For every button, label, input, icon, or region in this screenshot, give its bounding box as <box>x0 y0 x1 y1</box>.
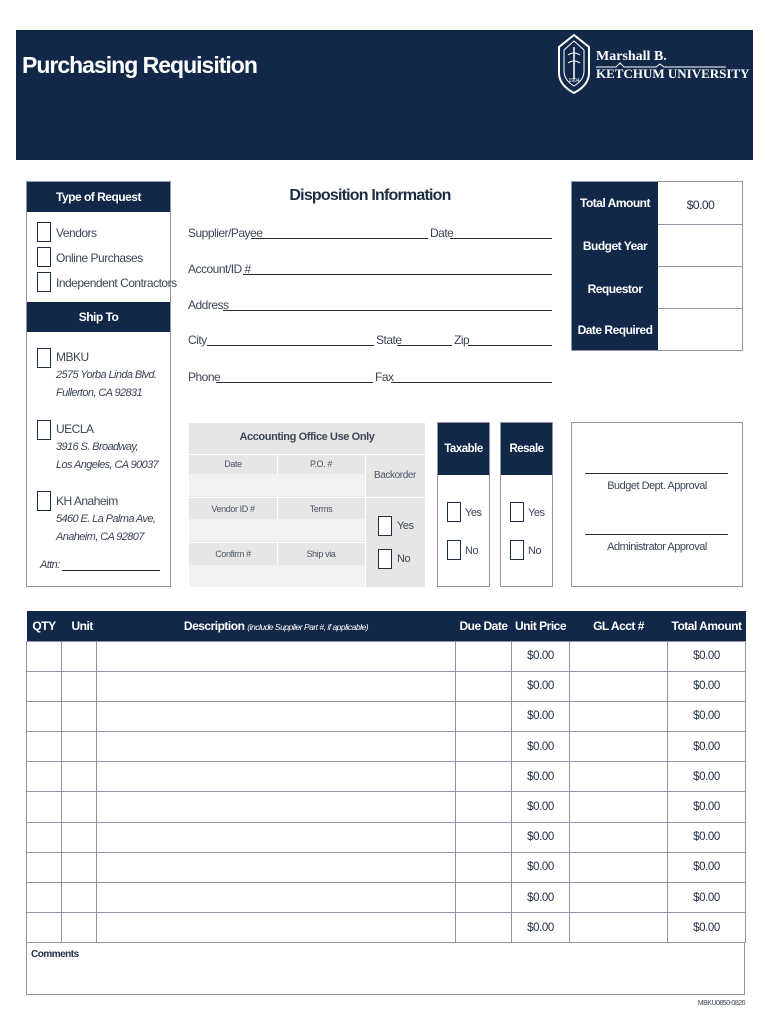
disposition-title: Disposition Information <box>289 187 451 204</box>
university-crest-icon <box>557 33 591 95</box>
table-row <box>27 883 746 913</box>
due-date-cell[interactable] <box>456 701 512 731</box>
vendor-id-label: Vendor ID # <box>211 504 255 514</box>
total-cell: $0.00 <box>668 822 746 852</box>
taxable-no-checkbox[interactable] <box>447 540 461 560</box>
form-code: MBKU0850-0820 <box>697 1000 745 1007</box>
ship-mbku-address1: 2575 Yorba Linda Blvd. <box>56 369 157 381</box>
backorder-label: Backorder <box>374 470 416 481</box>
table-row <box>27 671 746 701</box>
confirm-shipvia-fields[interactable] <box>189 565 365 587</box>
unit-cell[interactable] <box>62 883 97 913</box>
description-header-label: Description <box>183 618 245 633</box>
taxable-no-label: No <box>465 545 479 557</box>
due-date-cell[interactable] <box>456 762 512 792</box>
date-po-fields[interactable] <box>189 474 365 496</box>
total-cell: $0.00 <box>668 762 746 792</box>
table-row <box>27 762 746 792</box>
description-cell[interactable] <box>97 883 456 913</box>
unit-price-header: Unit Price <box>512 611 570 641</box>
description-cell[interactable] <box>97 701 456 731</box>
qty-cell[interactable] <box>27 671 62 701</box>
requestor-label: Requestor <box>587 282 643 296</box>
description-cell[interactable] <box>97 852 456 882</box>
ship-via-label: Ship via <box>306 549 336 559</box>
fax-field[interactable] <box>391 382 552 383</box>
ship-uecla-address1: 3916 S. Broadway, <box>56 441 138 453</box>
due-date-cell[interactable] <box>456 671 512 701</box>
gl-acct-cell[interactable] <box>570 671 668 701</box>
total-cell: $0.00 <box>668 671 746 701</box>
ship-kh-anaheim-checkbox[interactable] <box>37 491 51 511</box>
total-cell: $0.00 <box>668 792 746 822</box>
accounting-divider <box>365 497 425 498</box>
unit-price-cell: $0.00 <box>512 732 570 762</box>
qty-cell[interactable] <box>27 732 62 762</box>
gl-acct-cell[interactable] <box>570 701 668 731</box>
address-label: Address <box>188 298 229 312</box>
qty-cell[interactable] <box>27 641 62 671</box>
total-amount-header: Total Amount <box>668 611 746 641</box>
table-row <box>27 792 746 822</box>
summary-divider <box>658 266 743 267</box>
resale-no-label: No <box>528 545 542 557</box>
type-of-request-heading: Type of Request <box>27 182 170 212</box>
ship-uecla-checkbox[interactable] <box>37 420 51 440</box>
unit-price-cell: $0.00 <box>512 762 570 792</box>
ship-uecla-address2: Los Angeles, CA 90037 <box>56 459 159 471</box>
logo-year: 1904 <box>568 78 580 84</box>
city-field[interactable] <box>207 345 374 346</box>
unit-cell[interactable] <box>62 913 97 943</box>
description-cell[interactable] <box>97 822 456 852</box>
ship-kh-anaheim-name: KH Anaheim <box>56 494 118 508</box>
total-cell: $0.00 <box>668 641 746 671</box>
gl-acct-cell[interactable] <box>570 852 668 882</box>
unit-price-cell: $0.00 <box>512 792 570 822</box>
due-date-cell[interactable] <box>456 822 512 852</box>
ship-to-heading: Ship To <box>27 302 170 332</box>
backorder-yes-checkbox[interactable] <box>378 516 392 536</box>
unit-price-cell: $0.00 <box>512 883 570 913</box>
unit-cell[interactable] <box>62 671 97 701</box>
gl-acct-cell[interactable] <box>570 822 668 852</box>
items-header-row <box>27 611 746 641</box>
taxable-yes-checkbox[interactable] <box>447 502 461 522</box>
description-cell[interactable] <box>97 913 456 943</box>
qty-cell[interactable] <box>27 852 62 882</box>
independent-contractors-label: Independent Contractors <box>56 276 177 290</box>
qty-cell[interactable] <box>27 792 62 822</box>
qty-cell[interactable] <box>27 762 62 792</box>
unit-price-cell: $0.00 <box>512 913 570 943</box>
address-field[interactable] <box>223 310 552 311</box>
unit-cell[interactable] <box>62 701 97 731</box>
phone-label: Phone <box>188 370 221 384</box>
phone-field[interactable] <box>216 382 373 383</box>
terms-label: Terms <box>309 504 333 514</box>
budget-approval-signature-line[interactable] <box>585 473 728 474</box>
attn-label: Attn: <box>40 559 60 571</box>
vendor-terms-fields[interactable] <box>189 519 365 541</box>
total-cell: $0.00 <box>668 852 746 882</box>
unit-cell[interactable] <box>62 852 97 882</box>
items-table <box>26 611 746 943</box>
taxable-heading: Taxable <box>438 423 489 475</box>
due-date-cell[interactable] <box>456 792 512 822</box>
page-title: Purchasing Requisition <box>22 52 257 78</box>
gl-acct-cell[interactable] <box>570 732 668 762</box>
acc-date-label: Date <box>224 459 242 469</box>
table-row <box>27 641 746 671</box>
unit-price-cell: $0.00 <box>512 852 570 882</box>
unit-cell[interactable] <box>62 762 97 792</box>
ship-uecla-name: UECLA <box>56 422 94 436</box>
items-body <box>27 641 746 943</box>
unit-price-cell: $0.00 <box>512 822 570 852</box>
logo-name-line2: KETCHUM UNIVERSITY <box>596 66 750 81</box>
gl-acct-header: GL Acct # <box>570 611 668 641</box>
account-label: Account/ID # <box>188 262 251 276</box>
total-cell: $0.00 <box>668 732 746 762</box>
gl-acct-cell[interactable] <box>570 913 668 943</box>
budget-year-field[interactable] <box>660 226 741 264</box>
summary-divider <box>658 308 743 309</box>
gl-acct-cell[interactable] <box>570 641 668 671</box>
accounting-divider <box>189 454 425 455</box>
comments-label: Comments <box>31 949 79 960</box>
state-field[interactable] <box>397 345 452 346</box>
unit-price-cell: $0.00 <box>512 671 570 701</box>
unit-cell[interactable] <box>62 732 97 762</box>
total-amount-label: Total Amount <box>580 196 650 210</box>
gl-acct-cell[interactable] <box>570 762 668 792</box>
table-row <box>27 822 746 852</box>
requestor-field[interactable] <box>660 268 741 306</box>
accounting-divider <box>189 542 365 543</box>
description-cell[interactable] <box>97 641 456 671</box>
unit-price-cell: $0.00 <box>512 641 570 671</box>
total-cell: $0.00 <box>668 701 746 731</box>
unit-cell[interactable] <box>62 792 97 822</box>
administrator-approval-label: Administrator Approval <box>607 541 707 553</box>
unit-price-cell: $0.00 <box>512 701 570 731</box>
independent-contractors-checkbox[interactable] <box>37 272 51 292</box>
description-cell[interactable] <box>97 671 456 701</box>
date-required-label: Date Required <box>577 323 653 337</box>
due-date-cell[interactable] <box>456 913 512 943</box>
table-row <box>27 852 746 882</box>
resale-heading: Resale <box>501 423 552 475</box>
date-label: Date <box>430 226 454 240</box>
budget-approval-label: Budget Dept. Approval <box>607 480 707 492</box>
due-date-cell[interactable] <box>456 641 512 671</box>
state-label: State <box>376 333 402 347</box>
taxable-yes-label: Yes <box>465 507 482 519</box>
qty-cell[interactable] <box>27 701 62 731</box>
ship-mbku-address2: Fullerton, CA 92831 <box>56 387 143 399</box>
online-purchases-checkbox[interactable] <box>37 247 51 267</box>
unit-header: Unit <box>62 611 97 641</box>
logo-name-line1: Marshall B. <box>596 49 667 64</box>
ship-kh-anaheim-address2: Anaheim, CA 92807 <box>56 531 144 543</box>
logo-skyline-icon <box>596 62 726 68</box>
date-required-field[interactable] <box>660 310 741 348</box>
attn-field[interactable] <box>62 570 160 571</box>
description-header <box>97 611 456 641</box>
description-cell[interactable] <box>97 762 456 792</box>
backorder-yes-label: Yes <box>397 520 414 532</box>
total-amount-value: $0.00 <box>686 198 715 212</box>
comments-box[interactable] <box>26 942 745 995</box>
account-field[interactable] <box>243 274 552 275</box>
description-cell[interactable] <box>97 792 456 822</box>
city-label: City <box>188 333 207 347</box>
budget-year-label: Budget Year <box>582 239 648 253</box>
date-field[interactable] <box>450 238 552 239</box>
due-date-header: Due Date <box>456 611 512 641</box>
table-row <box>27 913 746 943</box>
accounting-divider <box>189 497 365 498</box>
summary-divider <box>658 224 743 225</box>
vendors-label: Vendors <box>56 226 97 240</box>
zip-field[interactable] <box>468 345 552 346</box>
approvals-panel <box>571 422 743 587</box>
resale-yes-checkbox[interactable] <box>510 502 524 522</box>
online-purchases-label: Online Purchases <box>56 251 143 265</box>
supplier-label: Supplier/Payee <box>188 226 263 240</box>
due-date-cell[interactable] <box>456 852 512 882</box>
due-date-cell[interactable] <box>456 883 512 913</box>
ship-mbku-checkbox[interactable] <box>37 348 51 368</box>
ship-kh-anaheim-address1: 5460 E. La Palma Ave, <box>56 513 156 525</box>
acc-po-label: P.O. # <box>310 459 332 469</box>
accounting-heading: Accounting Office Use Only <box>239 431 375 443</box>
gl-acct-cell[interactable] <box>570 792 668 822</box>
backorder-no-checkbox[interactable] <box>378 549 392 569</box>
total-cell: $0.00 <box>668 913 746 943</box>
confirm-label: Confirm # <box>215 549 251 559</box>
zip-label: Zip <box>454 333 470 347</box>
supplier-field[interactable] <box>251 238 428 239</box>
due-date-cell[interactable] <box>456 732 512 762</box>
table-row <box>27 732 746 762</box>
ship-mbku-name: MBKU <box>56 350 89 364</box>
administrator-approval-signature-line[interactable] <box>585 534 728 535</box>
resale-yes-label: Yes <box>528 507 545 519</box>
unit-cell[interactable] <box>62 641 97 671</box>
description-cell[interactable] <box>97 732 456 762</box>
unit-cell[interactable] <box>62 822 97 852</box>
description-header-hint: (include Supplier Part #, if applicable) <box>247 621 369 632</box>
gl-acct-cell[interactable] <box>570 883 668 913</box>
vendors-checkbox[interactable] <box>37 222 51 242</box>
backorder-no-label: No <box>397 553 411 565</box>
qty-cell[interactable] <box>27 913 62 943</box>
resale-no-checkbox[interactable] <box>510 540 524 560</box>
fax-label: Fax <box>375 370 394 384</box>
qty-cell[interactable] <box>27 822 62 852</box>
qty-header: QTY <box>27 611 62 641</box>
total-cell: $0.00 <box>668 883 746 913</box>
table-row <box>27 701 746 731</box>
qty-cell[interactable] <box>27 883 62 913</box>
